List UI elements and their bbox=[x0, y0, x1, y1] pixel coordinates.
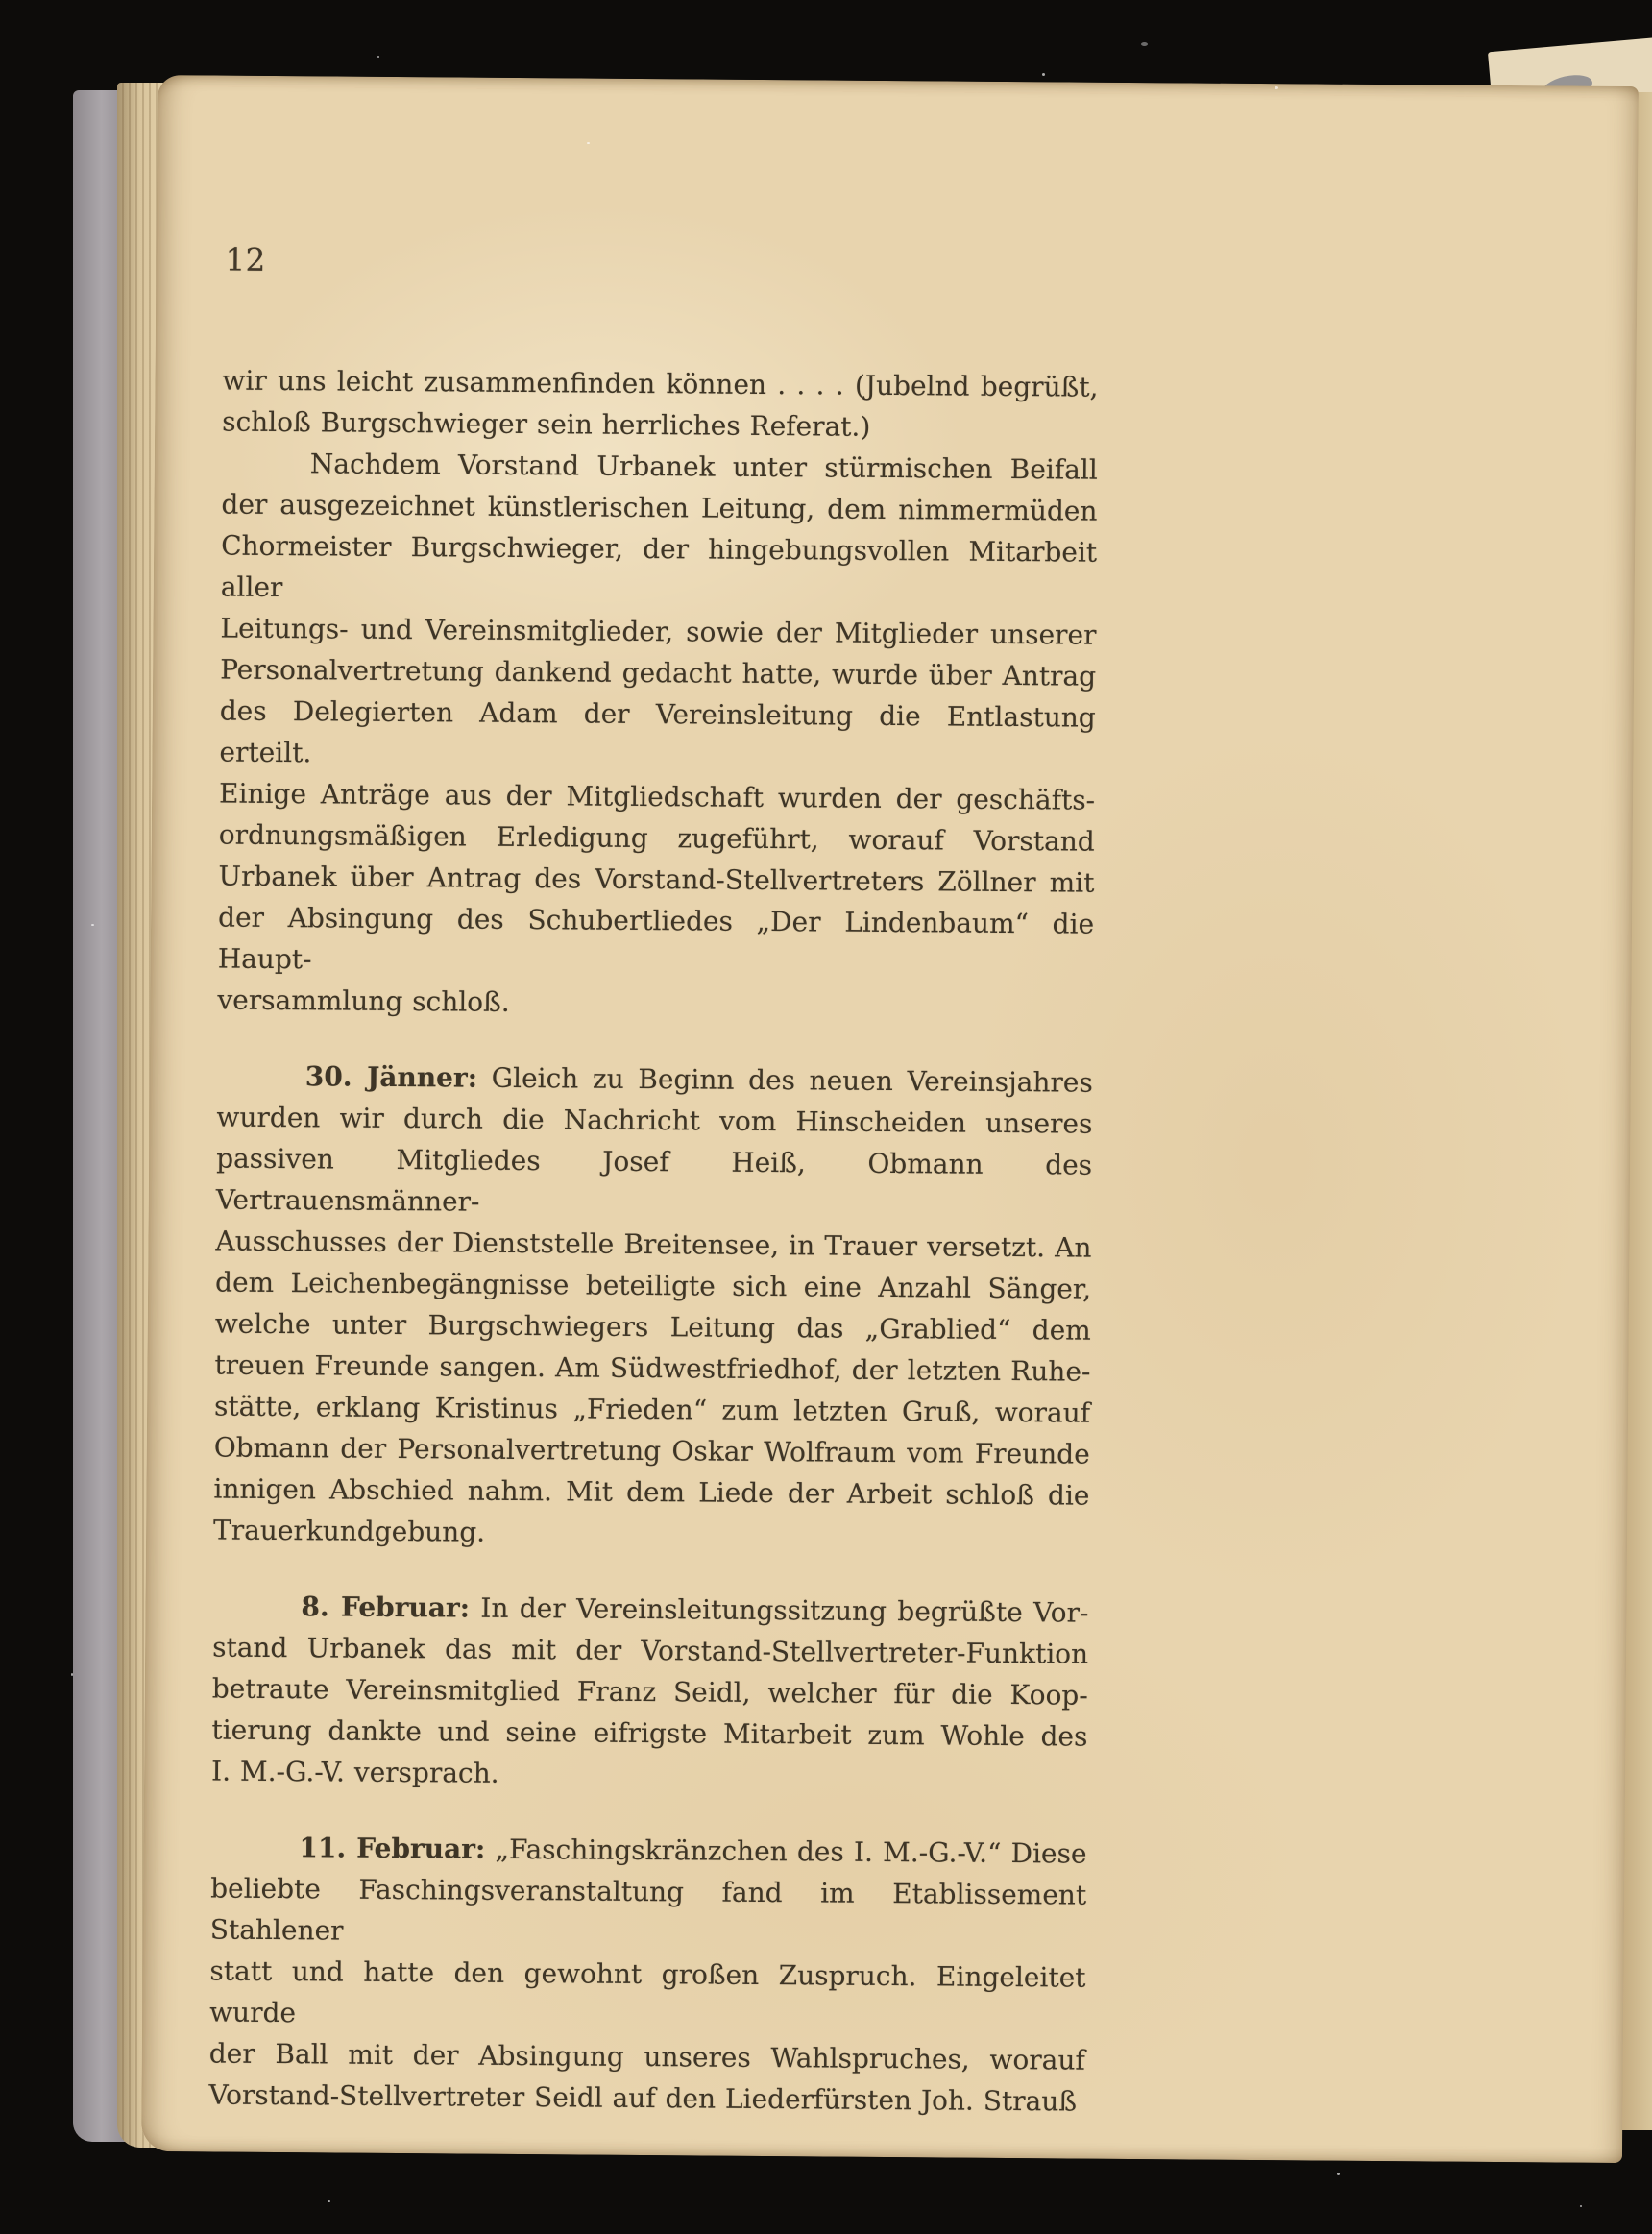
date-lead: 11. Februar: bbox=[299, 1832, 486, 1865]
text-line: schloß Burgschwieger sein herrliches Referat.) bbox=[222, 405, 871, 443]
text-line: betraute Vereinsmitglied Franz Seidl, welcher für die Koop- bbox=[211, 1672, 1088, 1712]
text-line: Ausschusses der Dienststelle Breitensee, in Trauer versetzt. An bbox=[215, 1225, 1092, 1264]
text-line: stätte, erklang Kristinus „Frieden“ zum letzten Gruß, worauf bbox=[213, 1390, 1091, 1429]
paragraph bbox=[213, 1056, 1093, 1558]
paragraph bbox=[211, 1586, 1089, 1799]
paragraph bbox=[217, 443, 1098, 1028]
text-line: Chormeister Burgschwieger, der hingebungsvollen Mitarbeit aller bbox=[220, 529, 1098, 604]
text-line: innigen Abschied nahm. Mit dem Liede der Arbeit schloß die bbox=[213, 1472, 1090, 1512]
text-line: treuen Freunde sangen. Am Südwestfriedhof, der letzten Ruhe- bbox=[214, 1348, 1091, 1388]
text-line: passiven Mitgliedes Josef Heiß, Obmann des Vertrauensmänner- bbox=[215, 1142, 1093, 1218]
text-line: welche unter Burgschwiegers Leitung das „Grablied“ dem bbox=[214, 1307, 1091, 1347]
dust-speck bbox=[91, 924, 94, 926]
dust-speck bbox=[71, 1673, 73, 1676]
text-line: der ausgezeichnet künstlerischen Leitung, dem nimmermüden bbox=[221, 488, 1098, 527]
text-line: Obmann der Personalvertretung Oskar Wolfraum vom Freunde bbox=[213, 1431, 1090, 1470]
text-line: I. M.-G.-V. versprach. bbox=[211, 1755, 499, 1789]
paragraph bbox=[222, 360, 1099, 449]
text-line: der Ball mit der Absingung unseres Wahlspruches, worauf bbox=[208, 2037, 1085, 2076]
text-line: Nachdem Vorstand Urbanek unter stürmischen Beifall bbox=[309, 448, 1098, 486]
text-line: ordnungsmäßigen Erledigung zugeführt, worauf Vorstand bbox=[218, 818, 1095, 858]
dust-speck bbox=[1042, 73, 1045, 76]
text-line: tierung dankte und seine eifrigste Mitarbeit zum Wohle des bbox=[211, 1713, 1088, 1753]
text-line: Einige Anträge aus der Mitgliedschaft wurden der geschäfts- bbox=[218, 777, 1096, 816]
text-line: des Delegierten Adam der Vereinsleitung die Entlastung erteilt. bbox=[219, 694, 1096, 769]
text-line: wurden wir durch die Nachricht vom Hinscheiden unseres bbox=[216, 1101, 1093, 1140]
dust-speck bbox=[587, 142, 590, 144]
date-lead: 30. Jänner: bbox=[304, 1060, 478, 1094]
page-number: 12 bbox=[225, 240, 266, 279]
text-line: Urbanek über Antrag des Vorstand-Stellvertreters Zöllner mit bbox=[218, 860, 1095, 899]
text-line: dem Leichenbegängnisse beteiligte sich eine Anzahl Sänger, bbox=[214, 1266, 1092, 1305]
text-line: wir uns leicht zusammenfinden können . . . . (Jubelnd begrüßt, bbox=[222, 364, 1099, 403]
text-line: 30. Jänner: Gleich zu Beginn des neuen Vereinsjahres bbox=[304, 1060, 1093, 1099]
text-line: versammlung schloß. bbox=[217, 983, 510, 1018]
dust-speck bbox=[377, 56, 379, 58]
text-line: Personalvertretung dankend gedacht hatte, wurde über Antrag bbox=[220, 653, 1097, 692]
dust-speck bbox=[328, 2200, 330, 2202]
text-line: der Absingung des Schubertliedes „Der Lindenbaum“ die Haupt- bbox=[217, 901, 1095, 976]
text-line: stand Urbanek das mit der Vorstand-Stellvertreter-Funktion bbox=[212, 1631, 1089, 1670]
text-line: 8. Februar: In der Vereinsleitungssitzung begrüßte Vor- bbox=[301, 1591, 1089, 1629]
text-line: statt und hatte den gewohnt großen Zuspruch. Eingeleitet wurde bbox=[209, 1955, 1086, 2029]
text-line: beliebte Faschingsveranstaltung fand im Etablissement Stahlener bbox=[209, 1872, 1087, 1947]
text-line: Leitungs- und Vereinsmitglieder, sowie der Mitglieder unserer bbox=[220, 612, 1097, 651]
text-line: 11. Februar: „Faschingskränzchen des I. M.-G.-V.“ Diese bbox=[299, 1832, 1087, 1870]
text-line: Vorstand-Stellvertreter Seidl auf den Liederfürsten Joh. Strauß bbox=[208, 2078, 1078, 2118]
dust-speck bbox=[1275, 86, 1278, 89]
dust-speck bbox=[1580, 2205, 1582, 2207]
dust-speck bbox=[1141, 42, 1148, 46]
book-page bbox=[141, 75, 1639, 2163]
dust-speck bbox=[1337, 2173, 1340, 2175]
date-lead: 8. Februar: bbox=[301, 1591, 471, 1624]
body-text bbox=[208, 360, 1098, 2123]
text-line: Trauerkundgebung. bbox=[212, 1514, 486, 1548]
page-text bbox=[208, 241, 1099, 2123]
paragraph bbox=[208, 1826, 1086, 2122]
